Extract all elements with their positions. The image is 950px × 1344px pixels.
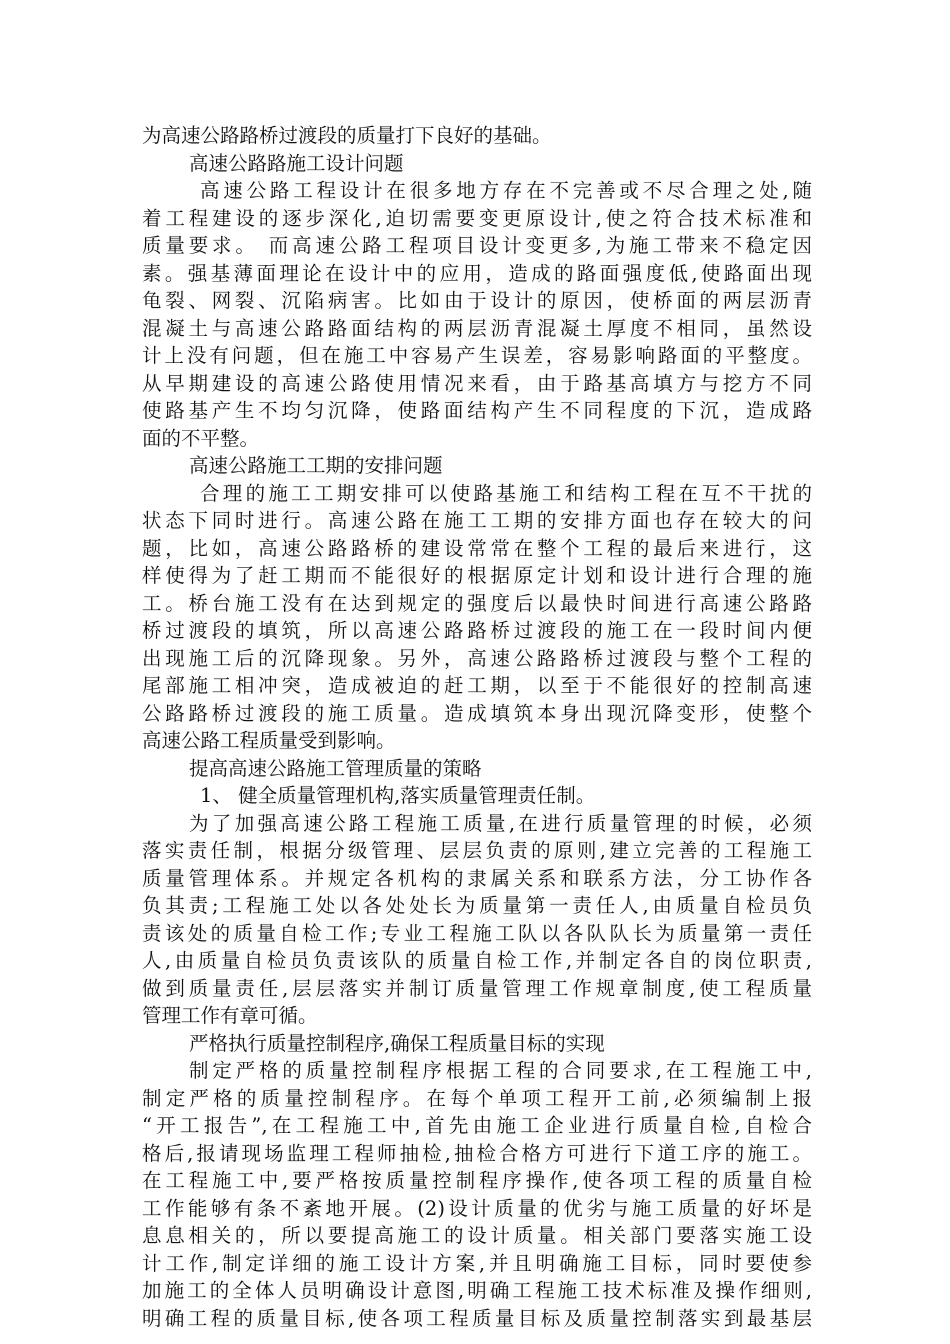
- text-line: 制定严格的质量控制程序。在每个单项工程开工前,必须编制上报: [142, 1086, 812, 1110]
- text-line: “开工报告”,在工程施工中,首先由施工企业进行质量自检,自检合: [142, 1114, 812, 1137]
- section-heading: 提高高速公路施工管理质量的策略: [189, 756, 482, 780]
- text-line: 息息相关的，所以要提高施工的设计质量。相关部门要落实施工设: [142, 1224, 812, 1247]
- text-line: 素。强基薄面理论在设计中的应用，造成的路面强度低,使路面出现: [142, 261, 812, 285]
- text-line: 混凝土与高速公路路面结构的两层沥青混凝土厚度不相同，虽然设: [142, 316, 812, 340]
- text-line: 龟裂、网裂、沉陷病害。比如由于设计的原因，使桥面的两层沥青: [142, 289, 812, 312]
- text-line: 质量要求。 而高速公路工程项目设计变更多,为施工带来不稳定因: [142, 234, 812, 257]
- text-line: 从早期建设的高速公路使用情况来看，由于路基高填方与挖方不同: [142, 371, 812, 395]
- text-line: 公路路桥过渡段的施工质量。造成填筑本身出现沉降变形，使整个: [142, 701, 812, 725]
- section-heading: 1、 健全质量管理机构,落实质量管理责任制。: [200, 784, 596, 807]
- text-line: 计上没有问题，但在施工中容易产生误差，容易影响路面的平整度。: [142, 344, 812, 367]
- text-line: 桥过渡段的填筑，所以高速公路路桥过渡段的施工在一段时间内便: [142, 619, 812, 642]
- text-line: 面的不平整。: [142, 426, 260, 450]
- text-line: 制定严格的质量控制程序根据工程的合同要求,在工程施工中,: [189, 1059, 812, 1082]
- text-line: 明确工程的质量目标,使各项工程质量目标及质量控制落实到最基层: [142, 1306, 812, 1330]
- text-line: 出现施工后的沉降现象。另外，高速公路路桥过渡段与整个工程的: [142, 646, 812, 670]
- text-line: 高速公路工程设计在很多地方存在不完善或不尽合理之处,随: [200, 179, 812, 202]
- text-line: 负其责;工程施工处以各处处长为质量第一责任人,由质量自检员负: [142, 894, 812, 917]
- text-line: 做到质量责任,层层落实并制订质量管理工作规章制度,使工程质量: [142, 976, 812, 1000]
- text-line: 着工程建设的逐步深化,迫切需要变更原设计,使之符合技术标准和: [142, 206, 812, 230]
- text-line: 管理工作有章可循。: [142, 1004, 318, 1027]
- text-line: 使路基产生不均匀沉降，使路面结构产生不同程度的下沉，造成路: [142, 399, 812, 422]
- text-line: 人,由质量自检员负责该队的质量自检工作,并制定各自的岗位职责,: [142, 949, 812, 972]
- text-line: 为高速公路路桥过渡段的质量打下良好的基础。: [142, 124, 552, 147]
- text-line: 工。桥台施工没有在达到规定的强度后以最快时间进行高速公路路: [142, 591, 812, 615]
- text-line: 质量管理体系。并规定各机构的隶属关系和联系方法，分工协作各: [142, 866, 812, 890]
- text-line: 工作能够有条不紊地开展。(2)设计质量的优劣与施工质量的好坏是: [142, 1196, 812, 1220]
- text-line: 样使得为了赶工期而不能很好的根据原定计划和设计进行合理的施: [142, 564, 812, 587]
- text-line: 格后,报请现场监理工程师抽检,抽检合格方可进行下道工序的施工。: [142, 1141, 812, 1165]
- text-line: 状态下同时进行。高速公路在施工工期的安排方面也存在较大的问: [142, 509, 812, 532]
- section-heading: 高速公路路施工设计问题: [189, 151, 404, 175]
- text-line: 加施工的全体人员明确设计意图,明确工程施工技术标准及操作细则,: [142, 1279, 812, 1302]
- text-line: 责该处的质量自检工作;专业工程施工队以各队队长为质量第一责任: [142, 921, 812, 945]
- text-line: 为了加强高速公路工程施工质量,在进行质量管理的时候，必须: [189, 811, 812, 835]
- section-heading: 严格执行质量控制程序,确保工程质量目标的实现: [189, 1031, 605, 1055]
- text-line: 在工程施工中,要严格按质量控制程序操作,使各项工程的质量自检: [142, 1169, 812, 1192]
- text-line: 落实责任制，根据分级管理、层层负责的原则,建立完善的工程施工: [142, 839, 812, 862]
- section-heading: 高速公路施工工期的安排问题: [189, 454, 443, 477]
- text-line: 合理的施工工期安排可以使路基施工和结构工程在互不干扰的: [200, 481, 812, 505]
- text-line: 计工作,制定详细的施工设计方案,并且明确施工目标，同时要使参: [142, 1251, 812, 1275]
- text-line: 题，比如，高速公路路桥的建设常常在整个工程的最后来进行，这: [142, 536, 812, 560]
- document-body: [142, 122, 812, 1332]
- text-line: 尾部施工相冲突，造成被迫的赶工期，以至于不能很好的控制高速: [142, 674, 812, 697]
- text-line: 高速公路工程质量受到影响。: [142, 729, 396, 752]
